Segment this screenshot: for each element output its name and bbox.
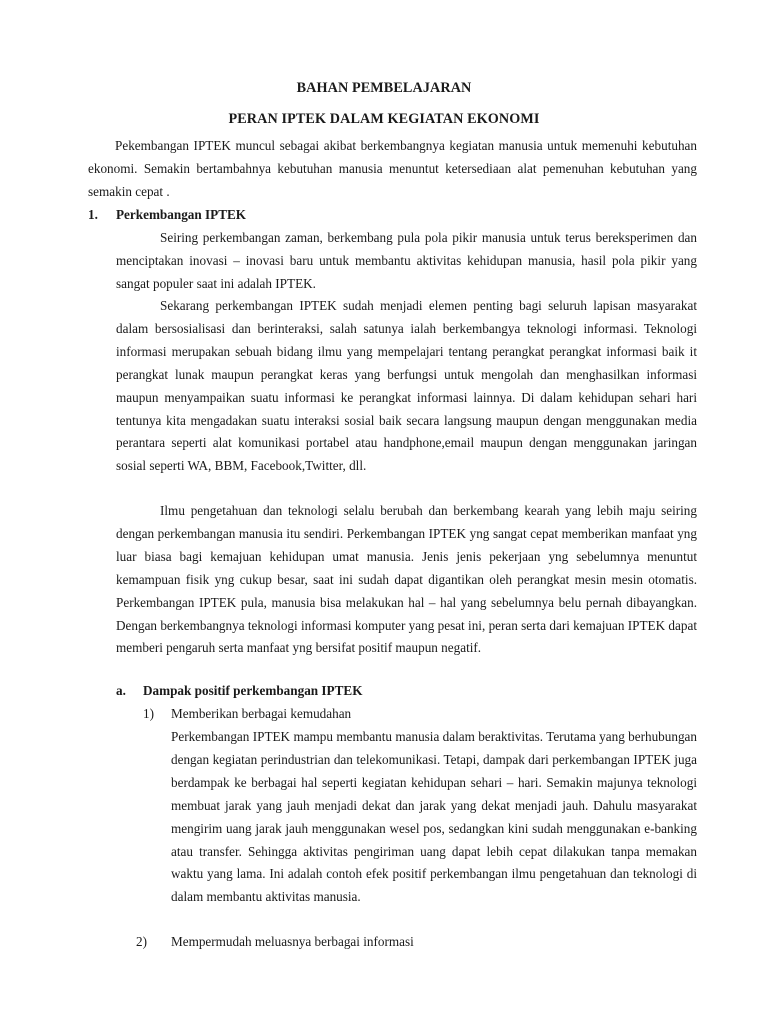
section-paragraph-3: Ilmu pengetahuan dan teknologi selalu berubah dan berkembang kearah yang lebih maju seiring dengan perkembangan manusia itu sendiri. Perkembangan IPTEK yng sangat cepat memberikan manfaat yng luar biasa bagi kemajuan kehidupan umat manusia. Jenis jenis pekerjaan yng sebelumnya menuntut kemampuan fisik yng cukup besar, saat ini sudah dapat digantikan oleh perangkat mesin mesin otomatis. Perkembangan IPTEK pula, manusia bisa melakukan hal – hal yang sebelumnya belu pernah dibayangkan. Dengan berkembangnya teknologi informasi komputer yang pesat ini, peran serta dari kemajuan IPTEK dapat memberi pengaruh serta manfaat yng bersifat positif maupun negatif. [116,503,697,656]
subsection-heading: Dampak positif perkembangan IPTEK [143,683,363,698]
list-item-number-1: 1) [143,706,154,721]
intro-paragraph: Pekembangan IPTEK muncul sebagai akibat berkembangnya kegiatan manusia untuk memenuhi kebutuhan ekonomi. Semakin bertambahnya kebutuhan manusia menuntut ketersediaan alat pemenuhan kebutuhan yang semakin cepat . [88,138,697,199]
section-paragraph-2: Sekarang perkembangan IPTEK sudah menjadi elemen penting bagi seluruh lapisan masyarakat dalam bersosialisasi dan berinteraksi, salah satunya ialah berkembangya teknologi informasi. Teknologi informasi merupakan sebuah bidang ilmu yang mempelajari tentang perangkat perangkat informasi baik it perangkat lunak maupun perangkat keras yang berfungsi untuk mengolah dan menghasilkan informasi maupun menyampaikan suatu informasi ke perangkat informasi lainnya. Di dalam kehidupan sehari hari tentunya kita mengadakan suatu interaksi sosial baik secara langsung maupun dengan menggunakan media perantara seperti alat komunikasi portabel atau handphone,email maupun dengan menggunakan jaringan sosial seperti WA, BBM, Facebook,Twitter, dll. [116,298,697,474]
section-paragraph-1: Seiring perkembangan zaman, berkembang pula pola pikir manusia untuk terus bereksperimen dan menciptakan inovasi – inovasi baru untuk membantu aktivitas kehidupan manusia, hasil pola pikir yang sangat populer saat ini adalah IPTEK. [116,230,697,291]
section-number: 1. [88,207,98,222]
section-heading: Perkembangan IPTEK [116,207,247,222]
list-item-paragraph-1: Perkembangan IPTEK mampu membantu manusia dalam beraktivitas. Terutama yang berhubungan dengan kegiatan perindustrian dan telekomunikasi. Tetapi, dampak dari perkembangan IPTEK juga berdampak ke berbagai hal seperti kegiatan kehidupan sehari – hari. Semakin majunya teknologi membuat jarak yang jauh menjadi dekat dan jarak yang dekat menjadi jauh. Dahulu masyarakat mengirim uang jarak jauh menggunakan wesel pos, sedangkan kini sudah menggunakan e-banking atau transfer. Sehingga aktivitas pengiriman uang dapat lebih cepat dilakukan tanpa memakan waktu yang lama. Ini adalah contoh efek positif perkembangan ilmu pengetahuan dan teknologi di dalam membantu aktivitas manusia. [171,729,697,905]
list-item-heading-2: Mempermudah meluasnya berbagai informasi [171,934,414,949]
document-subtitle: PERAN IPTEK DALAM KEGIATAN EKONOMI [228,111,540,127]
list-item-heading-1: Memberikan berbagai kemudahan [171,706,352,721]
subsection-number: a. [116,683,126,698]
document-title: BAHAN PEMBELAJARAN [296,80,472,96]
list-item-number-2: 2) [136,934,147,949]
